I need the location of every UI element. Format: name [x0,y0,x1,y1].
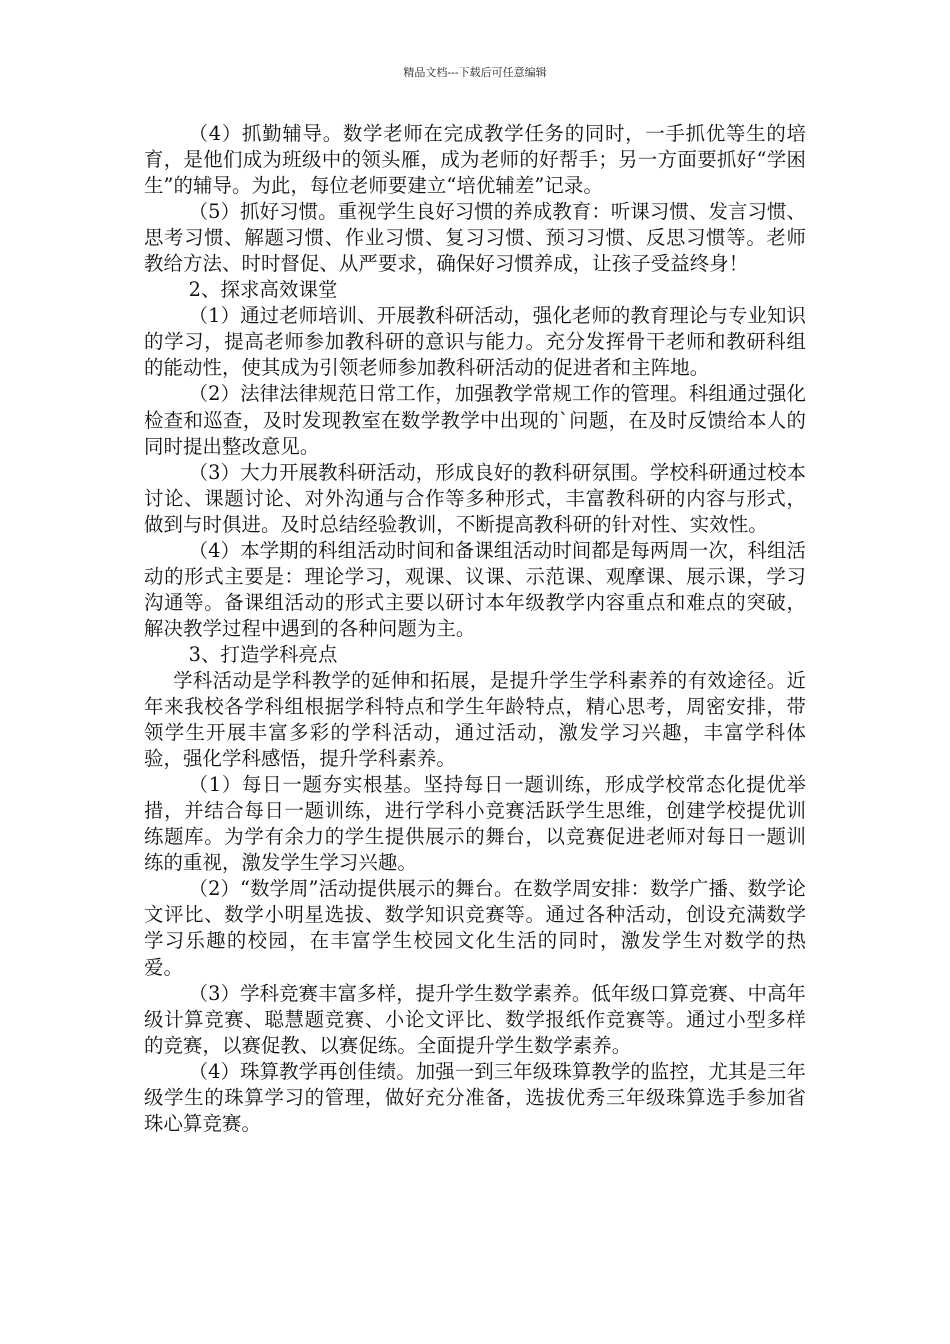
paragraph: （1）通过老师培训、开展教科研活动，强化老师的教育理论与专业知识的学习，提高老师参加教科研的意识与能力。充分发挥骨干老师和教研科组的能动性，使其成为引领老师参加教科研活动的促进者和主阵地。 [144,304,806,380]
paragraph: （2）“数学周”活动提供展示的舞台。在数学周安排：数学广播、数学论文评比、数学小明星选拔、数学知识竞赛等。通过各种活动，创设充满数学学习乐趣的校园，在丰富学生校园文化生活的同时，激发学生对数学的热爱。 [144,877,806,979]
paragraph: （5）抓好习惯。重视学生良好习惯的养成教育：听课习惯、发言习惯、思考习惯、解题习惯、作业习惯、复习习惯、预习习惯、反思习惯等。老师教给方法、时时督促、从严要求，确保好习惯养成，让孩子受益终身！ [144,200,806,276]
document-body [144,121,806,1137]
paragraph: （3）学科竞赛丰富多样，提升学生数学素养。低年级口算竞赛、中高年级计算竞赛、聪慧题竞赛、小论文评比、数学报纸作竞赛等。通过小型多样的竞赛，以赛促教、以赛促练。全面提升学生数学素养。 [144,981,806,1057]
paragraph: （4）本学期的科组活动时间和备课组活动时间都是每两周一次，科组活动的形式主要是：理论学习，观课、议课、示范课、观摩课、展示课，学习沟通等。备课组活动的形式主要以研讨本年级教学内容重点和难点的突破，解决教学过程中遇到的各种问题为主。 [144,538,806,640]
section-heading: 3、打造学科亮点 [188,642,338,666]
paragraph: （4）抓勤辅导。数学老师在完成教学任务的同时，一手抓优等生的培育，是他们成为班级中的领头雁，成为老师的好帮手；另一方面要抓好“学困生”的辅导。为此，每位老师要建立“培优辅差”记录。 [144,122,806,198]
section-heading: 2、探求高效课堂 [188,278,338,302]
page-header: 精品文档---下载后可任意编辑 [403,66,547,79]
paragraph: （1）每日一题夯实根基。坚持每日一题训练，形成学校常态化提优举措，并结合每日一题训练，进行学科小竞赛活跃学生思维，创建学校提优训练题库。为学有余力的学生提供展示的舞台，以竞赛促进老师对每日一题训练的重视，激发学生学习兴趣。 [144,773,806,875]
paragraph: （2）法律法律规范日常工作，加强教学常规工作的管理。科组通过强化检查和巡查，及时发现教室在数学教学中出现的`问题，在及时反馈给本人的同时提出整改意见。 [144,382,806,458]
paragraph: （3）大力开展教科研活动，形成良好的教科研氛围。学校科研通过校本讨论、课题讨论、对外沟通与合作等多种形式，丰富教科研的内容与形式，做到与时俱进。及时总结经验教训，不断提高教科研的针对性、实效性。 [144,460,806,536]
paragraph: （4）珠算教学再创佳绩。加强一到三年级珠算教学的监控，尤其是三年级学生的珠算学习的管理，做好充分准备，选拔优秀三年级珠算选手参加省珠心算竞赛。 [144,1059,806,1135]
paragraph: 学科活动是学科教学的延伸和拓展，是提升学生学科素养的有效途径。近年来我校各学科组根据学科特点和学生年龄特点，精心思考，周密安排，带领学生开展丰富多彩的学科活动，通过活动，激发学习兴趣，丰富学科体验，强化学科感悟，提升学科素养。 [144,668,806,771]
